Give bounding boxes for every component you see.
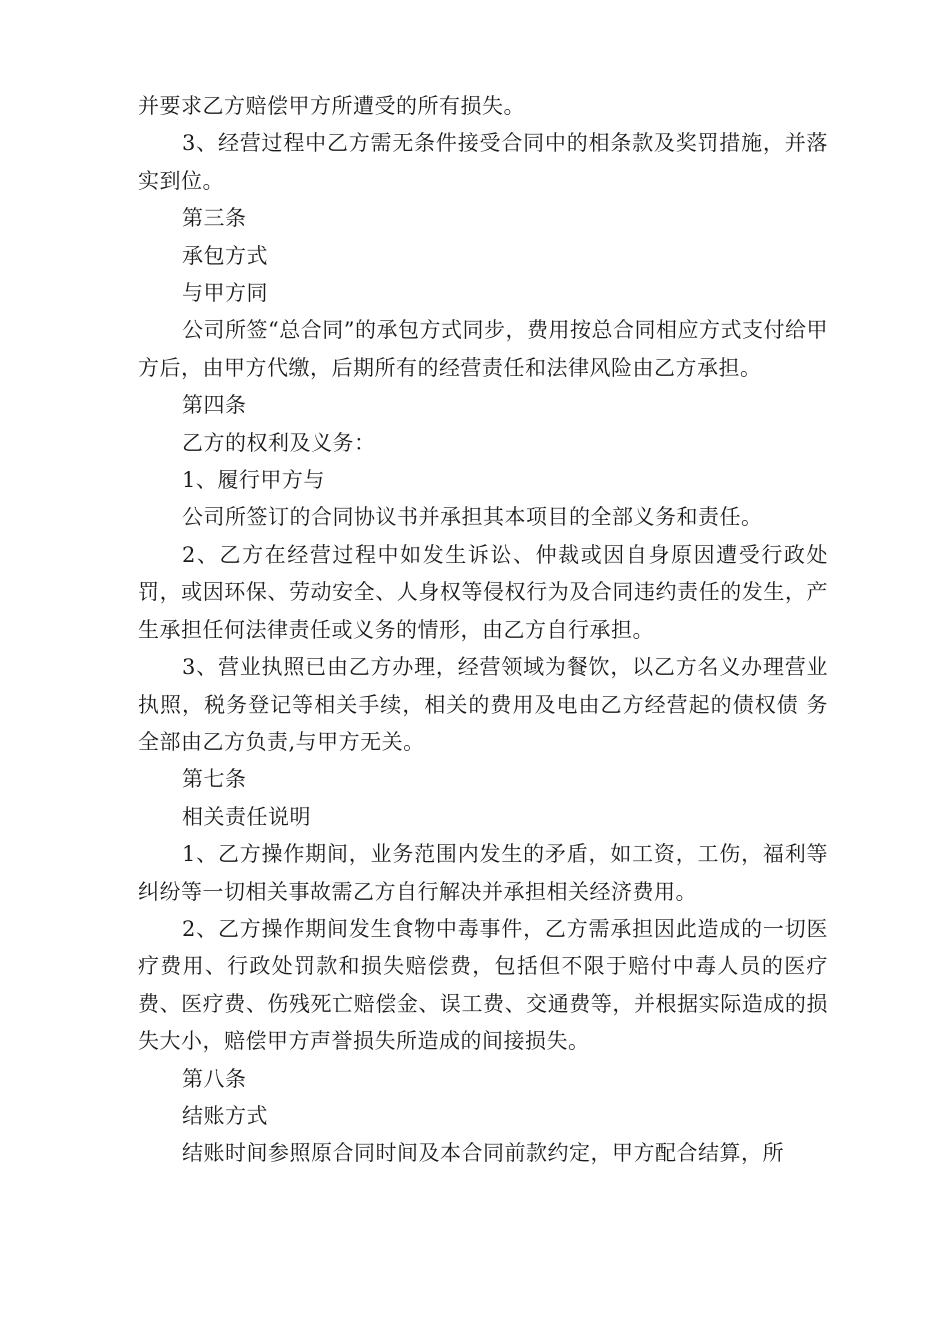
paragraph-continuation: 并要求乙方赔偿甲方所遭受的所有损失。 [138,94,525,118]
article-4-item-1-body: 公司所签订的合同协议书并承担其本项目的全部义务和责任。 [182,505,763,530]
article-8-title: 结账方式 [182,1103,268,1128]
article-4-title: 乙方的权利及义务： [182,430,376,455]
article-4-item-2: 2、乙方在经营过程中如发生诉讼、仲裁或因自身原因遭受行政处罚，或因环保、劳动安全、人身权等侵权行为及合同违约责任的发生，产生承担任何法律责任或义务的情形，由乙方自行承担。 [138,542,828,642]
article-3-line: 与甲方同 [182,281,268,306]
article-3-heading: 第三条 [182,206,247,231]
article-4-heading: 第四条 [182,393,247,418]
article-3-body: 公司所签“总合同”的承包方式同步，费用按总合同相应方式支付给甲方后，由甲方代缴，后期所有的经营责任和法律风险由乙方承担。 [138,318,828,380]
article-7-item-2: 2、乙方操作期间发生食物中毒事件，乙方需承担因此造成的一切医疗费用、行政处罚款和损失赔偿费，包括但不限于赔付中毒人员的医疗费、医疗费、伤残死亡赔偿金、误工费、交通费等，并根据实际造成的损失大小，赔偿甲方声誉损失所造成的间接损失。 [138,916,828,1054]
article-7-item-1: 1、乙方操作期间，业务范围内发生的矛盾，如工资，工伤，福利等纠纷等一切相关事故需乙方自行解决并承担相关经济费用。 [138,842,828,904]
article-3-title: 承包方式 [182,243,268,268]
article-8-body: 结账时间参照原合同时间及本合同前款约定，甲方配合结算，所 [182,1141,784,1166]
article-7-title: 相关责任说明 [182,804,311,829]
document-page [138,88,828,1173]
article-4-item-1-lead: 1、履行甲方与 [182,468,325,493]
article-7-heading: 第七条 [182,767,247,792]
clause-2-item-3: 3、经营过程中乙方需无条件接受合同中的相条款及奖罚措施，并落实到位。 [138,131,828,193]
article-4-item-3: 3、营业执照已由乙方办理，经营领域为餐饮，以乙方名义办理营业执照，税务登记等相关手续，相关的费用及电由乙方经营起的债权债 务全部由乙方负责,与甲方无关。 [138,655,828,754]
article-8-heading: 第八条 [182,1066,247,1091]
